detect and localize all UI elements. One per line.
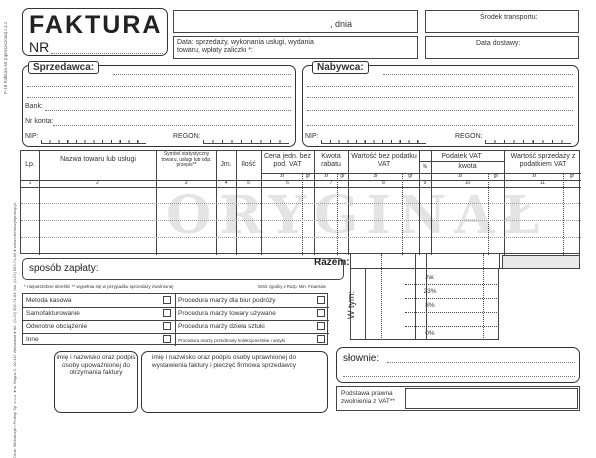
regulation-note: Wzór zgodny z Rozp. Min. Finansów	[258, 284, 326, 289]
checkbox-cash[interactable]	[163, 296, 171, 304]
totals-area	[314, 254, 580, 340]
totals-col	[499, 254, 500, 269]
col-number: 8	[382, 180, 385, 186]
seller-heading: Sprzedawca:	[28, 61, 99, 74]
seller-bank-label: Bank:	[25, 103, 43, 110]
row-line	[21, 203, 581, 204]
transport-box[interactable]	[425, 10, 579, 33]
seller-line	[27, 97, 291, 98]
seller-line	[113, 74, 291, 75]
rate-8: 8%	[425, 302, 435, 309]
rate-0: 0%	[425, 330, 435, 337]
buyer-line	[307, 86, 573, 87]
invoice-nr-label: NR	[29, 39, 50, 55]
options-row-line	[23, 320, 329, 321]
form-code-side-text: F-18 Faktura A5 (uproszczona) r.1.1	[3, 21, 9, 94]
invoice-number-box	[22, 8, 168, 56]
col-ilosc-header: Ilość	[241, 161, 256, 168]
invoice-title: FAKTURA	[29, 11, 163, 39]
checkbox-other[interactable]	[163, 335, 171, 343]
rate-line	[405, 312, 499, 313]
gr-label: gr	[493, 173, 499, 179]
gr-label: gr	[569, 173, 575, 179]
zl-label: zł	[324, 173, 328, 179]
option-label-used-goods: Procedura marży towary używane	[178, 310, 276, 317]
col-jm-header: Jm.	[220, 161, 232, 168]
seller-box	[22, 65, 296, 147]
col-number: 10	[464, 180, 471, 186]
w-tym-divider	[365, 269, 366, 340]
podatek-split	[419, 161, 504, 162]
issuer-signature-box[interactable]	[141, 351, 328, 413]
row-line	[21, 237, 581, 238]
row-line	[21, 220, 581, 221]
col-price-header: Cena jedn. bez pod. VAT	[263, 153, 312, 168]
option-label-cash: Metoda kasowa	[26, 297, 72, 304]
option-label-travel: Procedura marży dla biur podróży	[178, 297, 276, 304]
dnia-label: , dnia	[330, 19, 353, 29]
col-symbol-header: Symbol statystyczny towaru, usługi lub odp. przepis**	[161, 151, 212, 169]
checkbox-art[interactable]	[317, 322, 325, 330]
option-label-self-billing: Samofakturowanie	[26, 310, 80, 317]
col-vat-header: Podatek VAT	[441, 153, 482, 160]
buyer-line	[307, 125, 573, 126]
procedure-options	[22, 293, 328, 345]
col-vat-rate-header: %	[422, 164, 428, 170]
buyer-regon-field[interactable]	[485, 140, 571, 144]
options-row-line	[23, 333, 329, 334]
delivery-date-box[interactable]	[425, 36, 579, 59]
checkbox-travel[interactable]	[317, 296, 325, 304]
seller-regon-label: REGON:	[173, 133, 201, 140]
col-name-header: Nazwa towaru lub usługi	[60, 156, 136, 163]
col-number: 6	[286, 180, 289, 186]
rate-line	[405, 326, 499, 327]
checkbox-reverse-charge[interactable]	[163, 322, 171, 330]
razem-gross-cell[interactable]	[502, 255, 580, 269]
issuer-signature-label: imię i nazwisko oraz podpis osoby uprawnionej do wystawienia faktury i pieczęć firmowa sprzedawcy	[151, 354, 297, 369]
buyer-regon-label: REGON:	[455, 133, 483, 140]
vat-exemption-field[interactable]	[405, 388, 578, 409]
checkbox-collectibles[interactable]	[317, 335, 325, 343]
col-number: 1	[28, 180, 32, 186]
seller-account-label: Nr konta:	[25, 118, 54, 125]
buyer-nip-label: NIP:	[305, 133, 319, 140]
amount-in-words-box[interactable]	[336, 347, 580, 383]
gr-label: gr	[408, 173, 413, 179]
col-vat-amount-header: kwota	[458, 163, 477, 170]
transport-label: Środek transportu:	[480, 14, 538, 21]
options-row-line	[23, 307, 329, 308]
footnote: * niepotrzebne skreślić ** wypełnia się w przypadku sprzedaży zwolnionej	[24, 284, 174, 289]
option-label-art: Procedura marży dzieła sztuki	[178, 323, 265, 330]
words-line	[343, 376, 575, 377]
invoice-nr-field[interactable]	[51, 53, 163, 54]
col-gross-header: Wartość sprzedaży z podatkiem VAT	[510, 153, 576, 168]
col-number: 7	[329, 180, 333, 186]
rate-line	[405, 284, 499, 285]
seller-account-field[interactable]	[53, 125, 291, 126]
col-number: 11	[539, 180, 546, 186]
buyer-line	[383, 74, 573, 75]
payment-method-label: sposób zapłaty:	[29, 263, 99, 274]
gr-label: gr	[340, 173, 345, 179]
buyer-line	[307, 110, 573, 111]
vat-exemption-label: Podstawa prawna zwolnienia z VAT**	[341, 390, 395, 405]
col-discount-header: Kwota rabatu	[321, 153, 341, 168]
vat-exemption-box	[336, 386, 580, 411]
words-line	[387, 362, 575, 363]
option-label-reverse-charge: Odwrotne obciążenie	[26, 323, 88, 330]
checkbox-used-goods[interactable]	[317, 309, 325, 317]
items-table	[20, 150, 580, 254]
zl-label: zł	[532, 173, 536, 179]
option-label-other: Inne	[26, 336, 39, 343]
receiver-signature-box[interactable]	[54, 351, 138, 413]
sale-date-label: Data: sprzedaży, wykonania usługi, wydania towaru, wpłaty zaliczki *:	[177, 39, 314, 54]
seller-line	[27, 86, 291, 87]
seller-nip-label: NIP:	[25, 133, 39, 140]
numbers-bottom	[21, 187, 581, 188]
zl-label: zł	[458, 173, 462, 179]
buyer-heading: Nabywca:	[312, 61, 369, 74]
col-number: 9	[423, 180, 427, 186]
col-number: 2	[96, 180, 99, 186]
payment-method-box[interactable]	[22, 258, 344, 280]
zl-label: zł	[280, 173, 284, 179]
delivery-date-label: Data dostawy:	[476, 40, 521, 47]
zl-label: zł	[373, 173, 378, 179]
option-label-collectibles: Procedura marży przedmioty kolekcjonerskie i antyki	[178, 338, 285, 343]
checkbox-self-billing[interactable]	[163, 309, 171, 317]
col-number: 5	[247, 180, 250, 186]
sale-date-box[interactable]	[173, 36, 418, 59]
col-net-header: Wartość bez podatku VAT	[351, 153, 417, 168]
printer-side-text: Druk: Michalczyk i Prokop Sp. z o.o. ● ul. Bagno 2, 00-112 Warszawa ● tel.: (0-22) 652-71-84, fax: (0-22) 652-71-86 ● www.michalczykprokop.pl	[12, 202, 18, 458]
place-date-box[interactable]	[173, 10, 418, 33]
razem-label: Razem:	[314, 257, 350, 268]
col-number: 4	[224, 180, 228, 186]
rate-zw: zw.	[425, 274, 435, 281]
seller-bank-field[interactable]	[45, 110, 291, 111]
rate-23: 23%	[423, 288, 437, 295]
col-number: 3	[184, 180, 188, 186]
amount-in-words-label: słownie:	[343, 353, 380, 364]
rate-line	[405, 298, 499, 299]
buyer-line	[307, 97, 573, 98]
seller-regon-field[interactable]	[203, 140, 289, 144]
seller-nip-field[interactable]	[41, 140, 146, 144]
w-tym-label: W tym:	[346, 291, 356, 319]
original-watermark: ORYGINAŁ	[166, 185, 548, 246]
gr-label: gr	[305, 173, 311, 179]
receiver-signature-label: imię i nazwisko oraz podpis osoby upoważnionej do otrzymania faktury	[56, 354, 136, 376]
buyer-box	[302, 65, 579, 147]
buyer-nip-field[interactable]	[321, 140, 426, 144]
col-lp-header: Lp.	[25, 161, 35, 168]
